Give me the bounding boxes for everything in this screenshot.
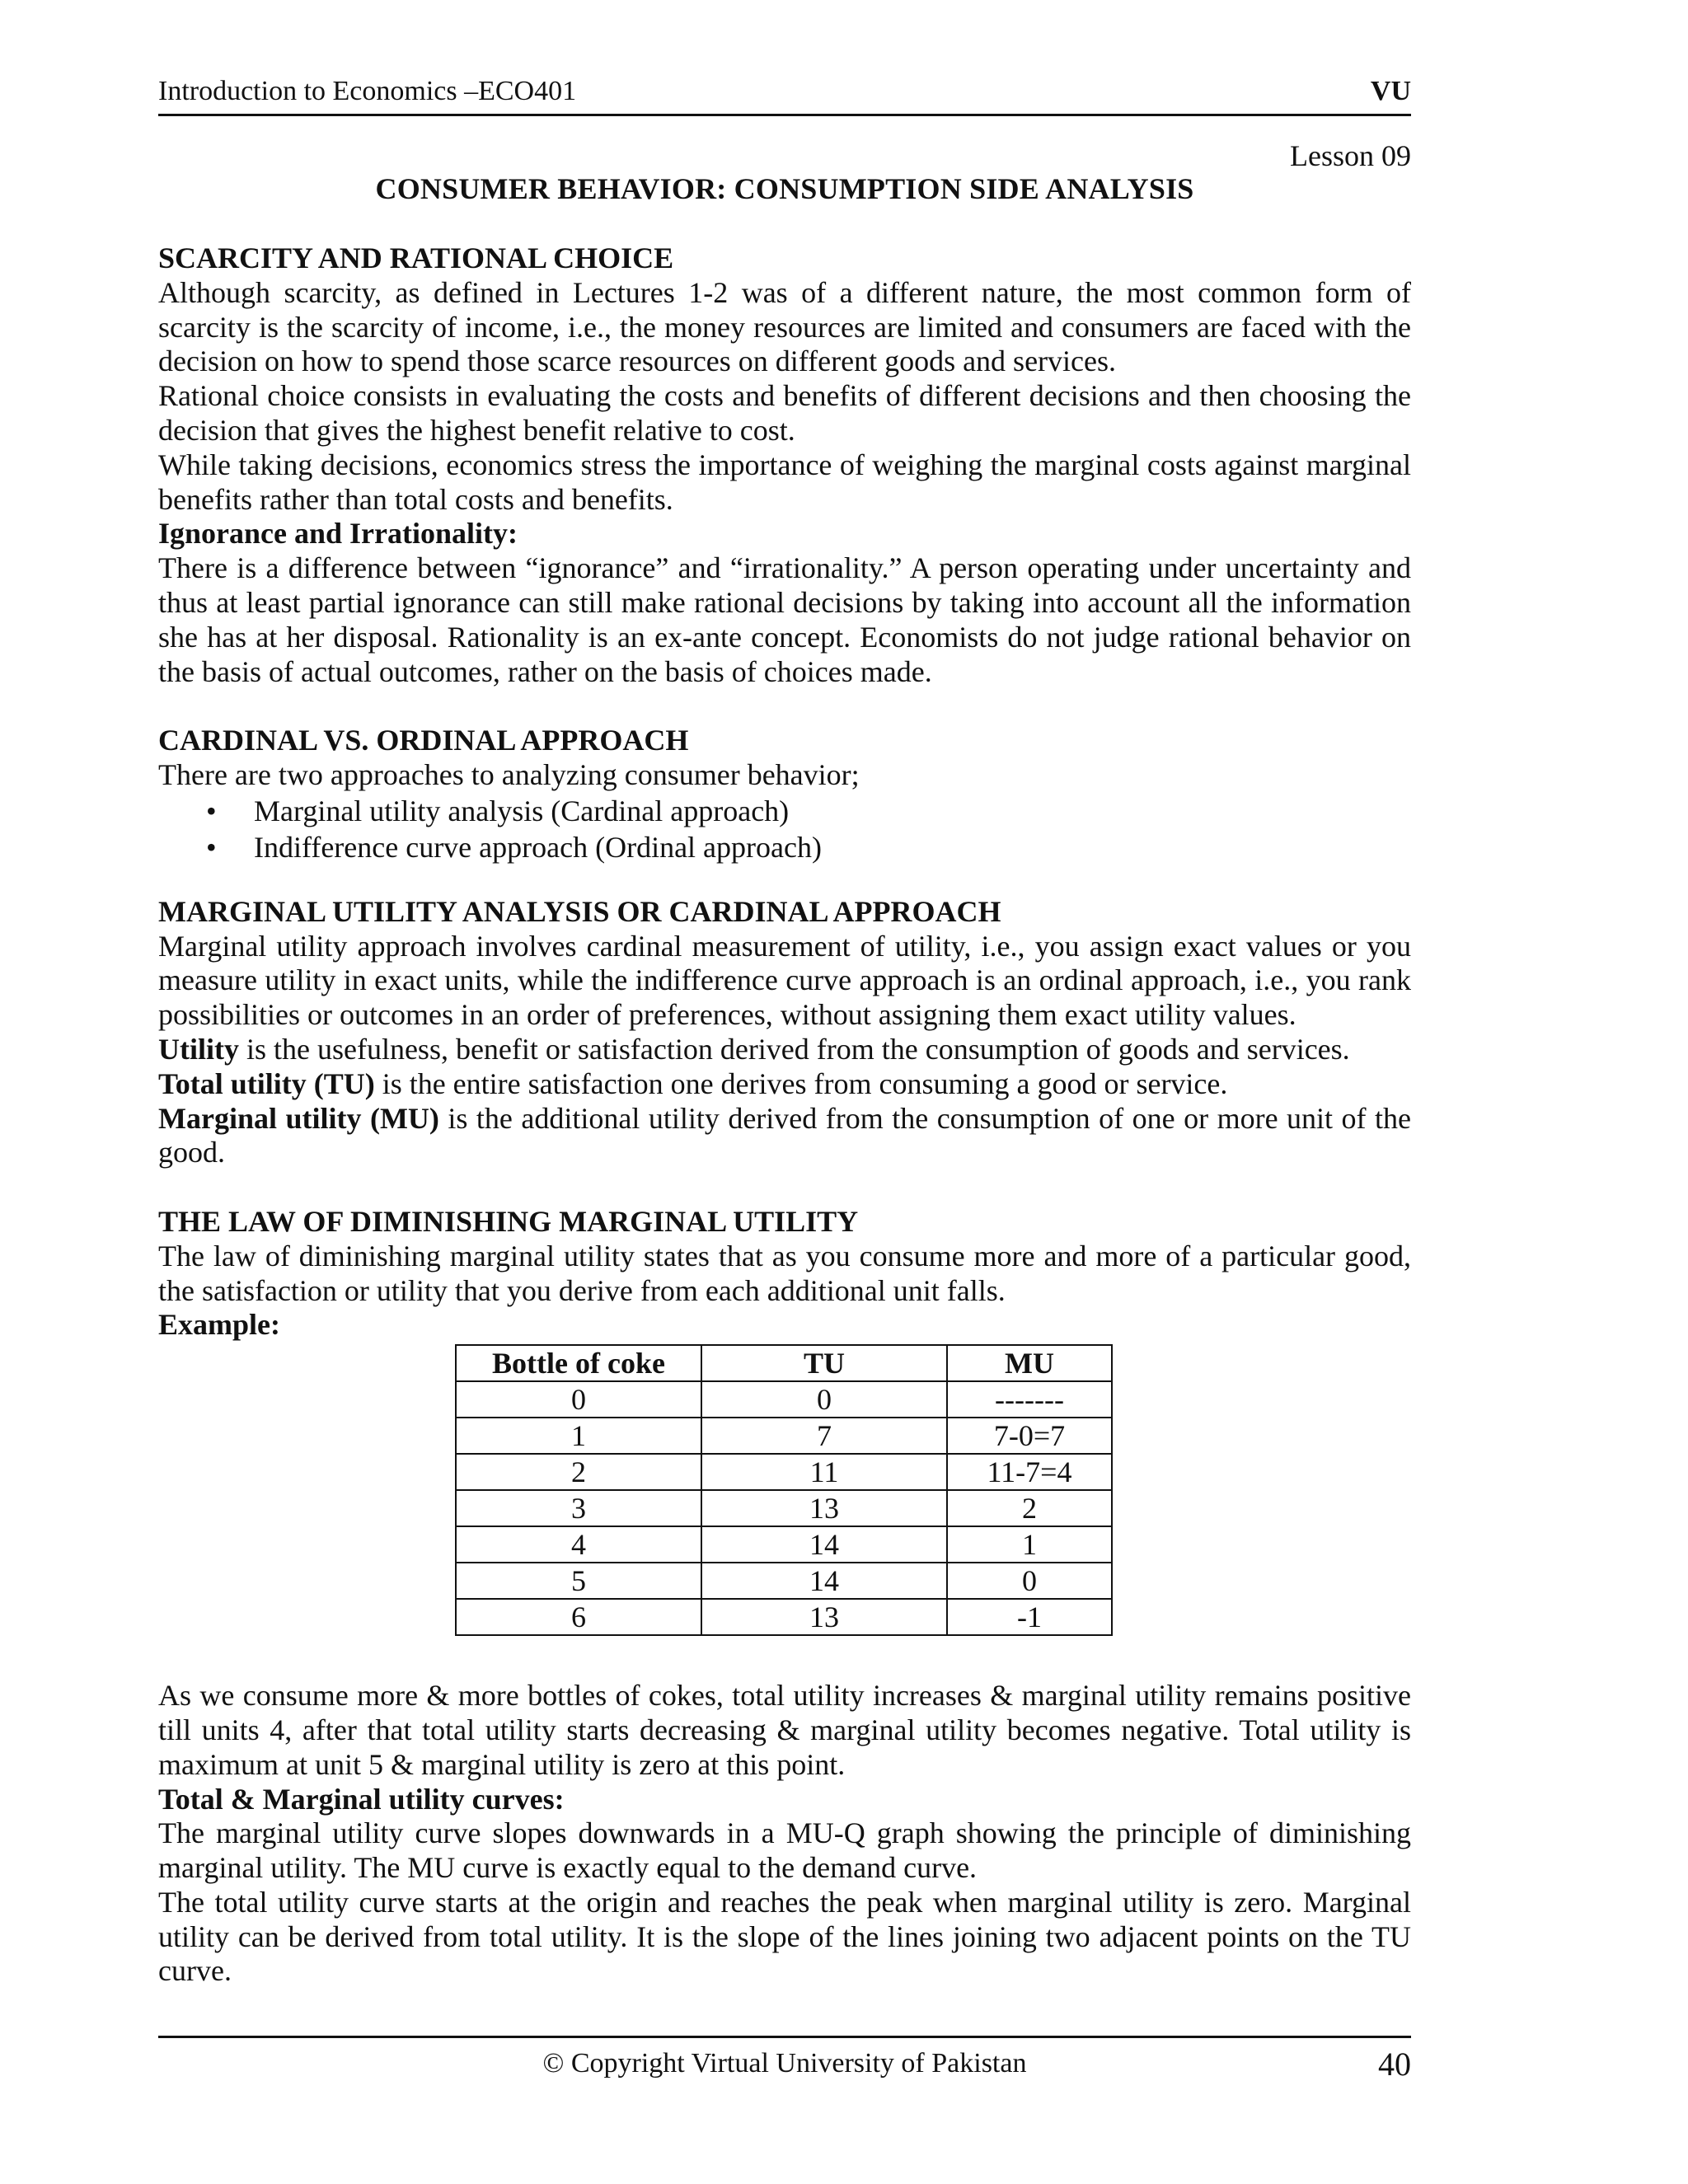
paragraph: There are two approaches to analyzing consumer behavior; [158, 757, 860, 791]
table-cell: 0 [947, 1563, 1112, 1599]
example-label: Example: [158, 1308, 280, 1342]
term-utility: Utility [158, 1032, 239, 1066]
table-cell: 7-0=7 [947, 1418, 1112, 1454]
bullet-icon: • [206, 830, 217, 864]
definition-utility: Utility is the usefulness, benefit or satisfaction derived from the consumption of goods and services. [158, 1032, 1350, 1066]
page-title: CONSUMER BEHAVIOR: CONSUMPTION SIDE ANALYSIS [375, 172, 1194, 205]
section-heading-scarcity: SCARCITY AND RATIONAL CHOICE [158, 241, 674, 274]
table-cell: 4 [456, 1526, 701, 1563]
table-row [456, 1454, 1112, 1490]
paragraph: The law of diminishing marginal utility states that as you consume more and more of a particular good, the satisfaction or utility that you derive from each additional unit falls. [158, 1239, 1411, 1307]
copyright-text: © Copyright Virtual University of Pakistan [542, 2048, 1027, 2079]
table-cell: 7 [701, 1418, 947, 1454]
definition-marginal-utility: Marginal utility (MU) is the additional utility derived from the consumption of one or more unit of the good. [158, 1101, 1411, 1169]
table-row [456, 1418, 1112, 1454]
table-cell: 2 [947, 1490, 1112, 1526]
table-header-row [456, 1345, 1112, 1381]
table-row [456, 1490, 1112, 1526]
table-cell: 14 [701, 1563, 947, 1599]
table-cell: 13 [701, 1599, 947, 1635]
paragraph: As we consume more & more bottles of cokes, total utility increases & marginal utility remains positive till units 4, after that total utility starts decreasing & marginal utility becomes negative. Total utility is maximum at unit 5 & marginal utility is zero at this point. [158, 1679, 1411, 1781]
table-cell: 14 [701, 1526, 947, 1563]
paragraph: The total utility curve starts at the origin and reaches the peak when marginal utility is zero. Marginal utility can be derived from total utility. It is the slope of the lines joining two adjacent points on the TU curve. [158, 1885, 1411, 1988]
table-cell: 1 [947, 1526, 1112, 1563]
term-marginal-utility: Marginal utility (MU) [158, 1101, 439, 1135]
table-row [456, 1563, 1112, 1599]
table-cell: 13 [701, 1490, 947, 1526]
subheading-ignorance: Ignorance and Irrationality: [158, 517, 518, 551]
table-row [456, 1599, 1112, 1635]
section-heading-marginal-utility: MARGINAL UTILITY ANALYSIS OR CARDINAL APPROACH [158, 894, 1001, 928]
table-cell: 2 [456, 1454, 701, 1490]
list-item: • Indifference curve approach (Ordinal approach) [206, 830, 822, 864]
page-number: 40 [1378, 2046, 1411, 2083]
page-header [158, 76, 1411, 116]
table-row [456, 1526, 1112, 1563]
column-header: Bottle of coke [456, 1345, 701, 1381]
term-total-utility: Total utility (TU) [158, 1066, 375, 1100]
section-heading-cardinal-ordinal: CARDINAL VS. ORDINAL APPROACH [158, 724, 689, 757]
course-title: Introduction to Economics –ECO401 [158, 76, 577, 106]
table-cell: ------- [947, 1381, 1112, 1418]
section-heading-law-dmu: THE LAW OF DIMINISHING MARGINAL UTILITY [158, 1204, 859, 1238]
table-row [456, 1381, 1112, 1418]
paragraph: The marginal utility curve slopes downwards in a MU-Q graph showing the principle of diminishing marginal utility. The MU curve is exactly equal to the demand curve. [158, 1816, 1411, 1885]
utility-table [455, 1344, 1113, 1636]
table-cell: 0 [456, 1381, 701, 1418]
definition-total-utility: Total utility (TU) is the entire satisfaction one derives from consuming a good or service. [158, 1066, 1228, 1100]
paragraph: Rational choice consists in evaluating the costs and benefits of different decisions and then choosing the decision that gives the highest benefit relative to cost. [158, 379, 1411, 447]
table-cell: 1 [456, 1418, 701, 1454]
subheading-curves: Total & Marginal utility curves: [158, 1782, 565, 1816]
page-footer [158, 2036, 1411, 2088]
table-cell: -1 [947, 1599, 1112, 1635]
table-cell: 0 [701, 1381, 947, 1418]
bullet-icon: • [206, 794, 217, 827]
table-cell: 5 [456, 1563, 701, 1599]
approach-list [158, 793, 1411, 865]
institution-label: VU [1370, 76, 1411, 106]
column-header: MU [947, 1345, 1112, 1381]
table-cell: 11 [701, 1454, 947, 1490]
paragraph: Although scarcity, as defined in Lectures 1-2 was of a different nature, the most common form of scarcity is the scarcity of income, i.e., the money resources are limited and consumers are faced with the decision on how to spend those scarce resources on different goods and services. [158, 275, 1411, 378]
column-header: TU [701, 1345, 947, 1381]
table-cell: 11-7=4 [947, 1454, 1112, 1490]
table-cell: 6 [456, 1599, 701, 1635]
lesson-label: Lesson 09 [1290, 139, 1411, 172]
paragraph: There is a difference between “ignorance” and “irrationality.” A person operating under uncertainty and thus at least partial ignorance can still make rational decisions by taking into account all the information she has at her disposal. Rationality is an ex-ante concept. Economists do not judge rational behavior on the basis of actual outcomes, rather on the basis of choices made. [158, 551, 1411, 688]
document-body [158, 241, 1411, 1989]
paragraph: While taking decisions, economics stress the importance of weighing the marginal costs against marginal benefits rather than total costs and benefits. [158, 448, 1411, 516]
list-item: • Marginal utility analysis (Cardinal approach) [206, 794, 790, 827]
table-cell: 3 [456, 1490, 701, 1526]
paragraph: Marginal utility approach involves cardinal measurement of utility, i.e., you assign exact values or you measure utility in exact units, while the indifference curve approach is an ordinal approach, i.e., you rank possibilities or outcomes in an order of preferences, without assigning them exact utility values. [158, 929, 1411, 1032]
